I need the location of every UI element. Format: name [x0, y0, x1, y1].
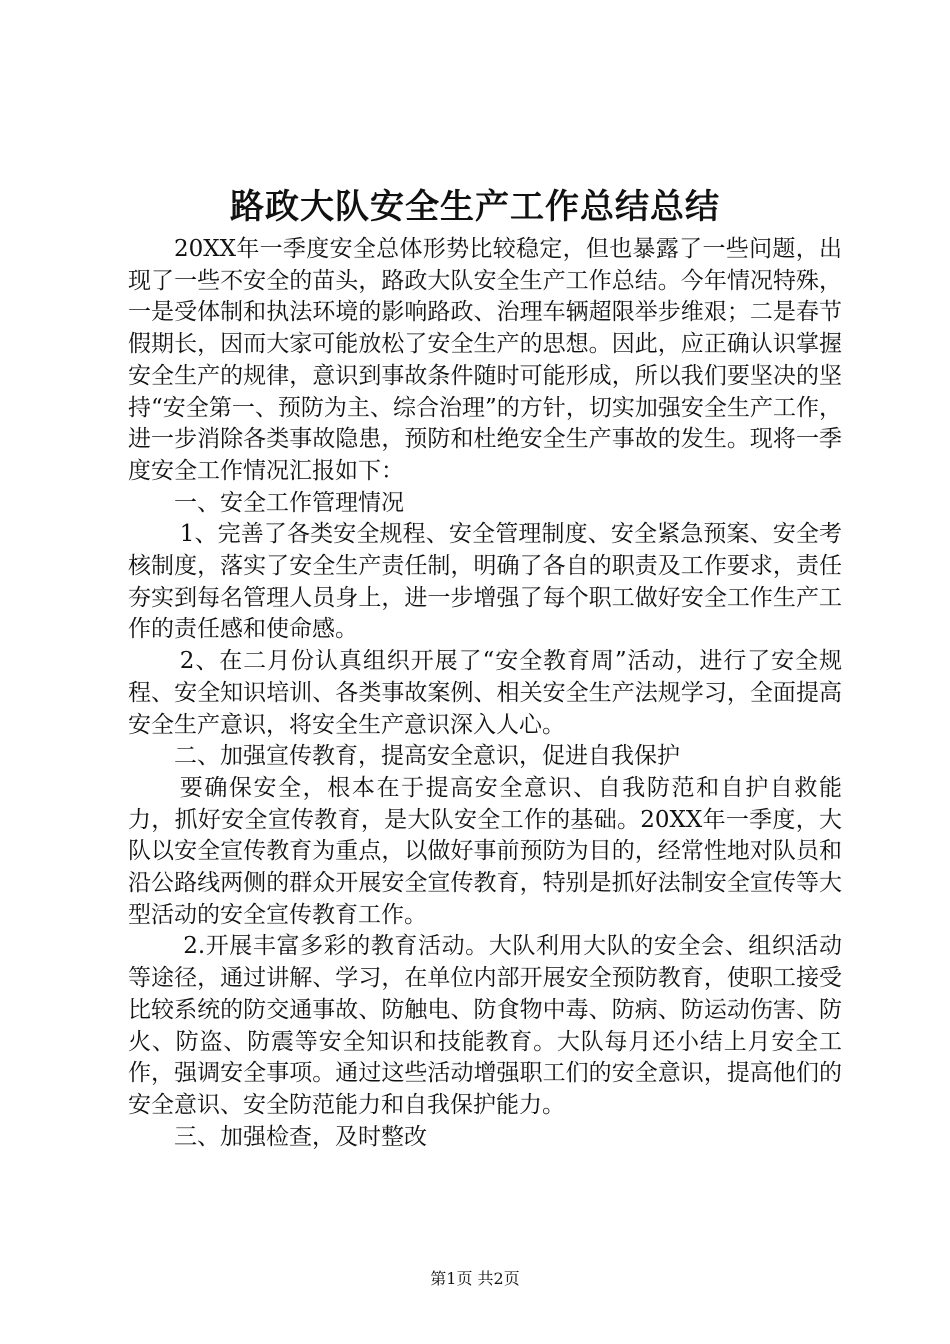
paragraph-item-1: 1、完善了各类安全规程、安全管理制度、安全紧急预案、安全考核制度，落实了安全生产责任制，明确了各自的职责及工作要求，责任夯实到每名管理人员身上，进一步增强了每个职工做好安全工作生产工作的责任感和使命感。: [128, 521, 842, 643]
page-footer: 第1页 共2页: [430, 1269, 520, 1288]
document-title: 路政大队安全生产工作总结总结: [230, 187, 720, 227]
section-heading-1: 一、安全工作管理情况: [174, 489, 404, 516]
section-heading-3: 三、加强检查，及时整改: [174, 1123, 427, 1150]
section-heading-2: 二、加强宣传教育，提高安全意识，促进自我保护: [174, 743, 680, 770]
paragraph-intro: 20XX年一季度安全总体形势比较稳定，但也暴露了一些问题，出现了一些不安全的苗头，路政大队安全生产工作总结。今年情况特殊，一是受体制和执法环境的影响路政、治理车辆超限举步维艰；二是春节假期长，因而大家可能放松了安全生产的思想。因此，应正确认识掌握安全生产的规律，意识到事故条件随时可能形成，所以我们要坚决的坚持“安全第一、预防为主、综合治理”的方针，切实加强安全生产工作，进一步消除各类事故隐患，预防和杜绝安全生产事故的发生。现将一季度安全工作情况汇报如下：: [128, 236, 842, 484]
document-body: [128, 234, 842, 1153]
paragraph-item-2: 2、在二月份认真组织开展了“安全教育周”活动，进行了安全规程、安全知识培训、各类事故案例、相关安全生产法规学习，全面提高安全生产意识，将安全生产意识深入人心。: [128, 648, 842, 738]
paragraph-education-activities: 2.开展丰富多彩的教育活动。大队利用大队的安全会、组织活动等途径，通过讲解、学习，在单位内部开展安全预防教育，使职工接受比较系统的防交通事故、防触电、防食物中毒、防病、防运动伤害、防火、防盗、防震等安全知识和技能教育。大队每月还小结上月安全工作，强调安全事项。通过这些活动增强职工们的安全意识，提高他们的安全意识、安全防范能力和自我保护能力。: [128, 933, 842, 1118]
paragraph-safety-awareness: 要确保安全，根本在于提高安全意识、自我防范和自护自救能力，抓好安全宣传教育，是大队安全工作的基础。20XX年一季度，大队以安全宣传教育为重点，以做好事前预防为目的，经常性地对队员和沿公路线两侧的群众开展安全宣传教育，特别是抓好法制安全宣传等大型活动的安全宣传教育工作。: [128, 774, 842, 928]
